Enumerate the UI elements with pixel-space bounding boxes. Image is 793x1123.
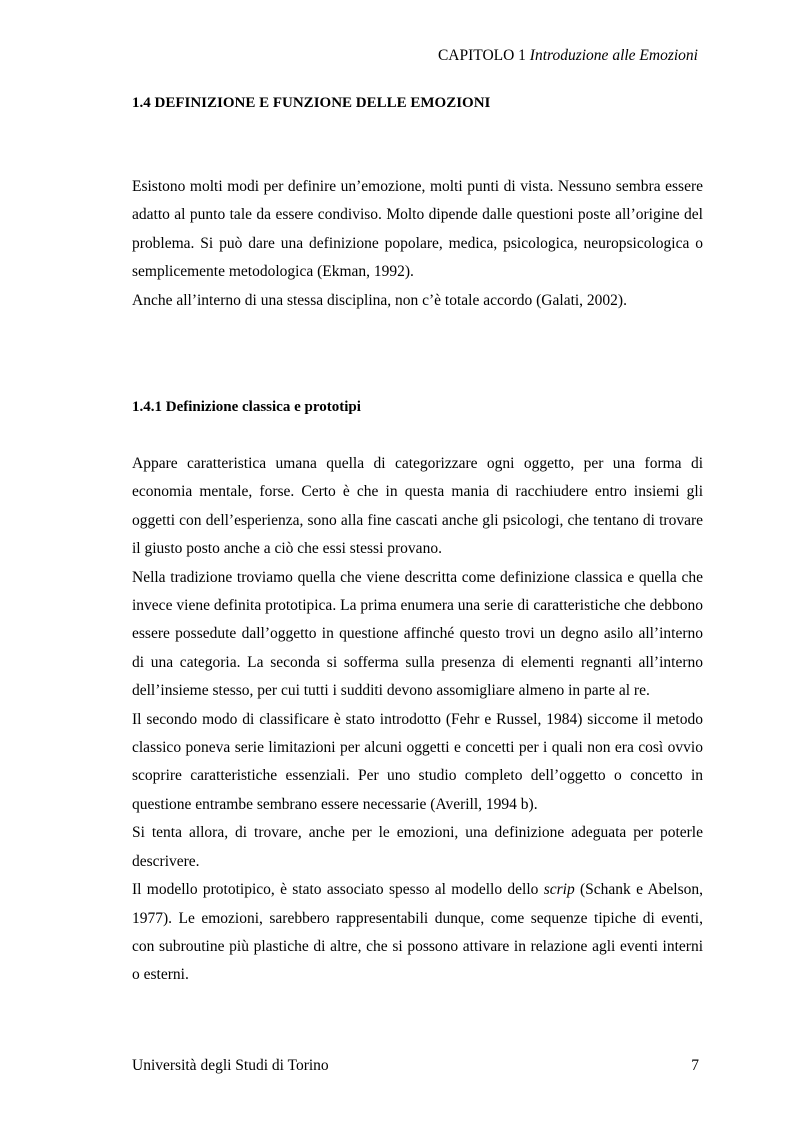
paragraph: Il secondo modo di classificare è stato introdotto (Fehr e Russel, 1984) siccome il metodo classico poneva serie limitazioni per alcuni oggetti e concetti per i quali non era così ovvio scoprire caratteristiche essenziali. Per uno studio completo dell’oggetto o concetto in questione entrambe sembrano essere necessarie (Averill, 1994 b).: [132, 710, 703, 813]
chapter-title: Introduzione alle Emozioni: [529, 47, 698, 64]
paragraph: Si tenta allora, di trovare, anche per le emozioni, una definizione adeguata per poterle descrivere.: [132, 824, 703, 870]
paragraph: [132, 876, 703, 990]
italic-term: scrip: [543, 881, 575, 899]
paragraph-text: (Schank e Abelson, 1977). Le emozioni, sarebbero rappresentabili dunque, come sequenze tipiche di eventi, con subroutine più plastiche di altre, che si possono attivare in relazione agli eventi interni o esterni.: [132, 881, 703, 984]
paragraph: Appare caratteristica umana quella di categorizzare ogni oggetto, per una forma di economia mentale, forse. Certo è che in questa mania di racchiudere entro insiemi gli oggetti con dell’esperienza, sono alla fine cascati anche gli psicologi, che tentano di trovare il giusto posto anche a ciò che essi stessi provano.: [132, 455, 703, 558]
paragraph-text: Il modello prototipico, è stato associato spesso al modello dello: [132, 881, 544, 899]
subsection-body: [132, 450, 703, 990]
running-header: [438, 47, 698, 65]
chapter-label: CAPITOLO 1: [437, 47, 526, 64]
paragraph: Nella tradizione troviamo quella che viene descritta come definizione classica e quella che invece viene definita prototipica. La prima enumera una serie di caratteristiche che debbono essere possedute dall’oggetto in questione affinché questo trovi un degno asilo all’interno di una categoria. La seconda si sofferma sulla presenza di elementi regnanti all’interno dell’insieme stesso, per cui tutti i sudditi devono assomigliare almeno in parte al re.: [132, 568, 703, 700]
section-heading: 1.4 DEFINIZIONE E FUNZIONE DELLE EMOZIONI: [132, 95, 491, 111]
footer-institution: Università degli Studi di Torino: [132, 1057, 329, 1074]
page-number: 7: [691, 1057, 699, 1074]
subsection-heading: 1.4.1 Definizione classica e prototipi: [132, 399, 361, 415]
section-body: [132, 173, 703, 315]
paragraph: Esistono molti modi per definire un’emozione, molti punti di vista. Nessuno sembra essere adatto al punto tale da essere condiviso. Molto dipende dalle questioni poste all’origine del problema. Si può dare una definizione popolare, medica, psicologica, neuropsicologica o semplicemente metodologica (Ekman, 1992).: [132, 178, 703, 281]
paragraph: Anche all’interno di una stessa disciplina, non c’è totale accordo (Galati, 2002).: [132, 291, 627, 309]
